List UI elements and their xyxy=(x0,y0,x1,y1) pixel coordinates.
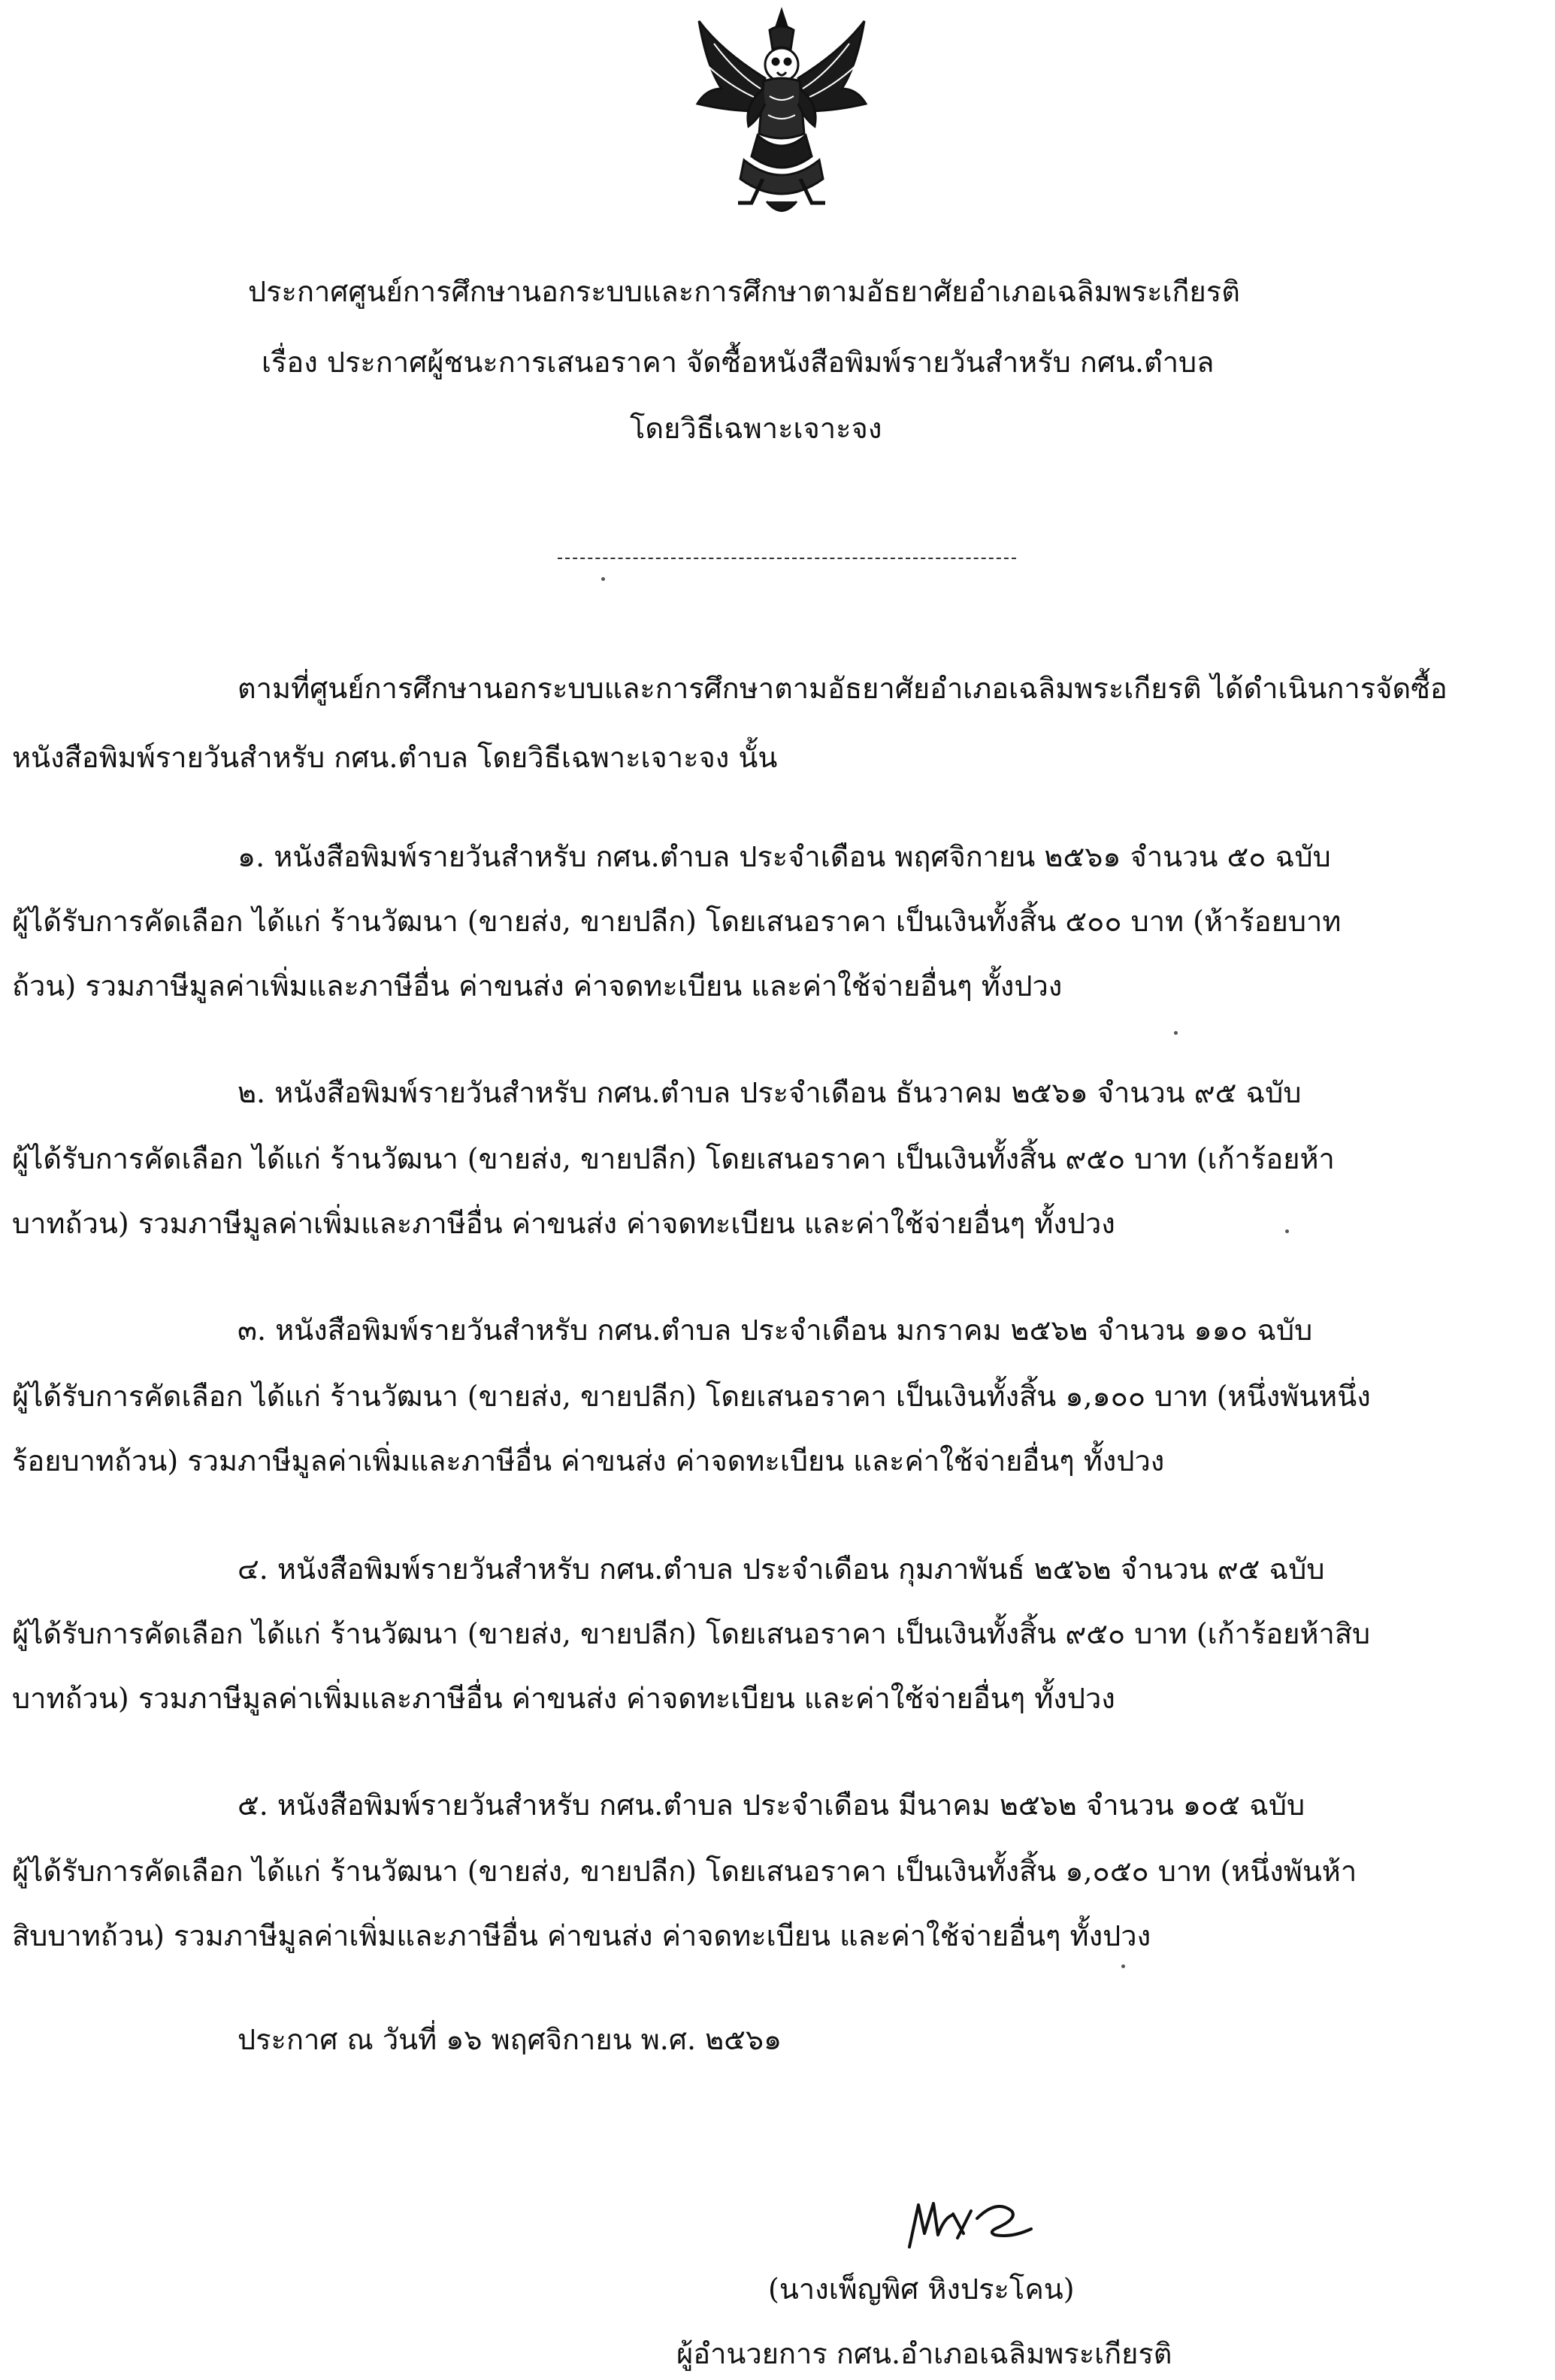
garuda-emblem-icon xyxy=(691,6,872,224)
item-5-line-2: ผู้ได้รับการคัดเลือก ได้แก่ ร้านวัฒนา (ขายส่ง, ขายปลีก) โดยเสนอราคา เป็นเงินทั้งสิ้น ๑,๐๕๐ บาท (หนึ่งพันห้า xyxy=(12,1855,1357,1888)
item-2-line-1: ๒. หนังสือพิมพ์รายวันสำหรับ กศน.ตำบล ประจำเดือน ธันวาคม ๒๕๖๑ จำนวน ๙๕ ฉบับ xyxy=(237,1076,1302,1109)
scan-speck xyxy=(601,577,605,581)
item-5-line-3: สิบบาทถ้วน) รวมภาษีมูลค่าเพิ่มและภาษีอื่น ค่าขนส่ง ค่าจดทะเบียน และค่าใช้จ่ายอื่นๆ ทั้งปวง xyxy=(12,1919,1151,1952)
item-1-line-2: ผู้ได้รับการคัดเลือก ได้แก่ ร้านวัฒนา (ขายส่ง, ขายปลีก) โดยเสนอราคา เป็นเงินทั้งสิ้น ๕๐๐ บาท (ห้าร้อยบาท xyxy=(12,905,1342,938)
handwritten-signature xyxy=(899,2188,1049,2256)
scan-speck xyxy=(1174,1031,1178,1035)
signatory-name: (นางเพ็ญพิศ หิงประโคน) xyxy=(768,2273,1075,2306)
header-divider xyxy=(558,558,1016,559)
item-1-line-3: ถ้วน) รวมภาษีมูลค่าเพิ่มและภาษีอื่น ค่าขนส่ง ค่าจดทะเบียน และค่าใช้จ่ายอื่นๆ ทั้งปวง xyxy=(12,969,1063,1003)
scan-speck xyxy=(1285,1229,1289,1233)
announcement-subject: เรื่อง ประกาศผู้ชนะการเสนอราคา จัดซื้อหนังสือพิมพ์รายวันสำหรับ กศน.ตำบล xyxy=(262,346,1215,379)
item-1-line-1: ๑. หนังสือพิมพ์รายวันสำหรับ กศน.ตำบล ประจำเดือน พฤศจิกายน ๒๕๖๑ จำนวน ๕๐ ฉบับ xyxy=(237,840,1331,873)
item-2-line-2: ผู้ได้รับการคัดเลือก ได้แก่ ร้านวัฒนา (ขายส่ง, ขายปลีก) โดยเสนอราคา เป็นเงินทั้งสิ้น ๙๕๐ บาท (เก้าร้อยห้า xyxy=(12,1142,1335,1175)
item-3-line-1: ๓. หนังสือพิมพ์รายวันสำหรับ กศน.ตำบล ประจำเดือน มกราคม ๒๕๖๒ จำนวน ๑๑๐ ฉบับ xyxy=(237,1314,1313,1347)
item-2-line-3: บาทถ้วน) รวมภาษีมูลค่าเพิ่มและภาษีอื่น ค่าขนส่ง ค่าจดทะเบียน และค่าใช้จ่ายอื่นๆ ทั้งปวง xyxy=(12,1207,1115,1240)
item-4-line-1: ๔. หนังสือพิมพ์รายวันสำหรับ กศน.ตำบล ประจำเดือน กุมภาพันธ์ ๒๕๖๒ จำนวน ๙๕ ฉบับ xyxy=(237,1553,1325,1586)
item-4-line-2: ผู้ได้รับการคัดเลือก ได้แก่ ร้านวัฒนา (ขายส่ง, ขายปลีก) โดยเสนอราคา เป็นเงินทั้งสิ้น ๙๕๐ บาท (เก้าร้อยห้าสิบ xyxy=(12,1617,1371,1650)
item-3-line-2: ผู้ได้รับการคัดเลือก ได้แก่ ร้านวัฒนา (ขายส่ง, ขายปลีก) โดยเสนอราคา เป็นเงินทั้งสิ้น ๑,๑๐๐ บาท (หนึ่งพันหนึ่ง xyxy=(12,1380,1371,1413)
announcement-method: โดยวิธีเฉพาะเจาะจง xyxy=(630,412,882,445)
item-3-line-3: ร้อยบาทถ้วน) รวมภาษีมูลค่าเพิ่มและภาษีอื่น ค่าขนส่ง ค่าจดทะเบียน และค่าใช้จ่ายอื่นๆ ทั้งปวง xyxy=(12,1444,1165,1477)
item-5-line-1: ๕. หนังสือพิมพ์รายวันสำหรับ กศน.ตำบล ประจำเดือน มีนาคม ๒๕๖๒ จำนวน ๑๐๕ ฉบับ xyxy=(237,1789,1305,1822)
intro-line-2: หนังสือพิมพ์รายวันสำหรับ กศน.ตำบล โดยวิธีเฉพาะเจาะจง นั้น xyxy=(12,741,778,774)
scan-speck xyxy=(1121,1964,1125,1968)
signatory-position: ผู้อำนวยการ กศน.อำเภอเฉลิมพระเกียรติ xyxy=(676,2337,1172,2370)
item-4-line-3: บาทถ้วน) รวมภาษีมูลค่าเพิ่มและภาษีอื่น ค่าขนส่ง ค่าจดทะเบียน และค่าใช้จ่ายอื่นๆ ทั้งปวง xyxy=(12,1682,1115,1715)
intro-line-1: ตามที่ศูนย์การศึกษานอกระบบและการศึกษาตามอัธยาศัยอำเภอเฉลิมพระเกียรติ ได้ดำเนินการจัดซื้อ xyxy=(237,672,1448,705)
announcement-date: ประกาศ ณ วันที่ ๑๖ พฤศจิกายน พ.ศ. ๒๕๖๑ xyxy=(237,2023,782,2056)
announcement-title: ประกาศศูนย์การศึกษานอกระบบและการศึกษาตามอัธยาศัยอำเภอเฉลิมพระเกียรติ xyxy=(248,275,1240,308)
